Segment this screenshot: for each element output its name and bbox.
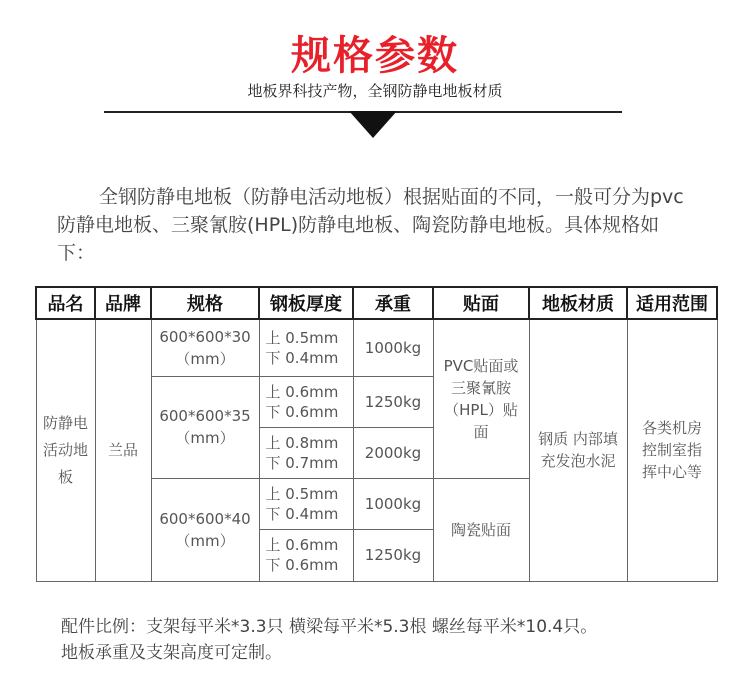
thickness-top: 上 0.5mm	[265, 484, 339, 503]
cell-product-name	[36, 319, 95, 581]
cell-spec-40	[151, 478, 259, 581]
thickness-top: 上 0.8mm	[265, 433, 339, 452]
accessory-ratio-text: 配件比例：支架每平米*3.3只 横梁每平米*5.3根 螺丝每平米*10.4只。	[61, 617, 598, 637]
cell-load: 1000kg	[353, 478, 433, 529]
cell-material	[529, 319, 627, 581]
cell-spec-35	[151, 376, 259, 478]
header-load: 承重	[353, 287, 433, 319]
triangle-down-icon	[349, 111, 397, 138]
thickness-bottom: 下 0.6mm	[265, 402, 339, 421]
thickness-bottom: 下 0.4mm	[265, 504, 339, 523]
header-surface: 贴面	[433, 287, 529, 319]
cell-thickness	[259, 376, 353, 427]
thickness-top: 上 0.6mm	[265, 382, 339, 401]
cell-load: 2000kg	[353, 427, 433, 478]
spec-35-unit: （mm）	[175, 429, 235, 447]
header-material: 地板材质	[529, 287, 627, 319]
header-name: 品名	[36, 287, 95, 319]
table-header-row	[36, 287, 717, 319]
spec-30-size: 600*600*30	[159, 327, 251, 346]
product-name-text: 防静电活动地板	[42, 413, 88, 486]
page-title: 规格参数	[291, 33, 459, 79]
thickness-bottom: 下 0.4mm	[265, 348, 339, 367]
thickness-bottom: 下 0.6mm	[265, 556, 339, 574]
scope-text: 各类机房控制室指挥中心等	[641, 419, 702, 482]
thickness-bottom: 下 0.7mm	[265, 453, 339, 472]
cell-thickness	[259, 529, 353, 581]
spec-40-unit: （mm）	[175, 531, 235, 550]
custom-note-text: 地板承重及支架高度可定制。	[61, 643, 282, 663]
accessory-note	[61, 614, 721, 666]
cell-load: 1250kg	[353, 529, 433, 581]
spec-40-size: 600*600*40	[159, 509, 251, 528]
table-row	[36, 319, 717, 376]
header-scope: 适用范围	[627, 287, 717, 319]
cell-surface-ceramic: 陶瓷贴面	[433, 478, 529, 581]
cell-thickness	[259, 478, 353, 529]
header-brand: 品牌	[95, 287, 151, 319]
cell-load: 1250kg	[353, 376, 433, 427]
cell-surface-pvc	[433, 319, 529, 478]
material-text: 钢质 内部填充发泡水泥	[538, 430, 618, 471]
page-subtitle: 地板界科技产物，全钢防静电地板材质	[247, 82, 503, 100]
header-thickness: 钢板厚度	[259, 287, 353, 319]
cell-spec-30	[151, 319, 259, 376]
cell-brand: 兰品	[95, 319, 151, 581]
header-spec: 规格	[151, 287, 259, 319]
cell-load: 1000kg	[353, 319, 433, 376]
spec-35-size: 600*600*35	[159, 407, 251, 425]
intro-paragraph: 全钢防静电地板（防静电活动地板）根据贴面的不同，一般可分为pvc防静电地板、三聚氰胺(HPL)防静电地板、陶瓷防静电地板。具体规格如下：	[57, 186, 684, 264]
spec-table	[35, 286, 718, 582]
cell-thickness	[259, 427, 353, 478]
thickness-top: 上 0.5mm	[265, 328, 339, 347]
thickness-top: 上 0.6mm	[265, 536, 339, 554]
spec-30-unit: （mm）	[175, 349, 235, 368]
surface-pvc-text: PVC贴面或三聚氰胺（HPL）贴面	[443, 356, 519, 441]
cell-scope	[627, 319, 717, 581]
cell-thickness	[259, 319, 353, 376]
